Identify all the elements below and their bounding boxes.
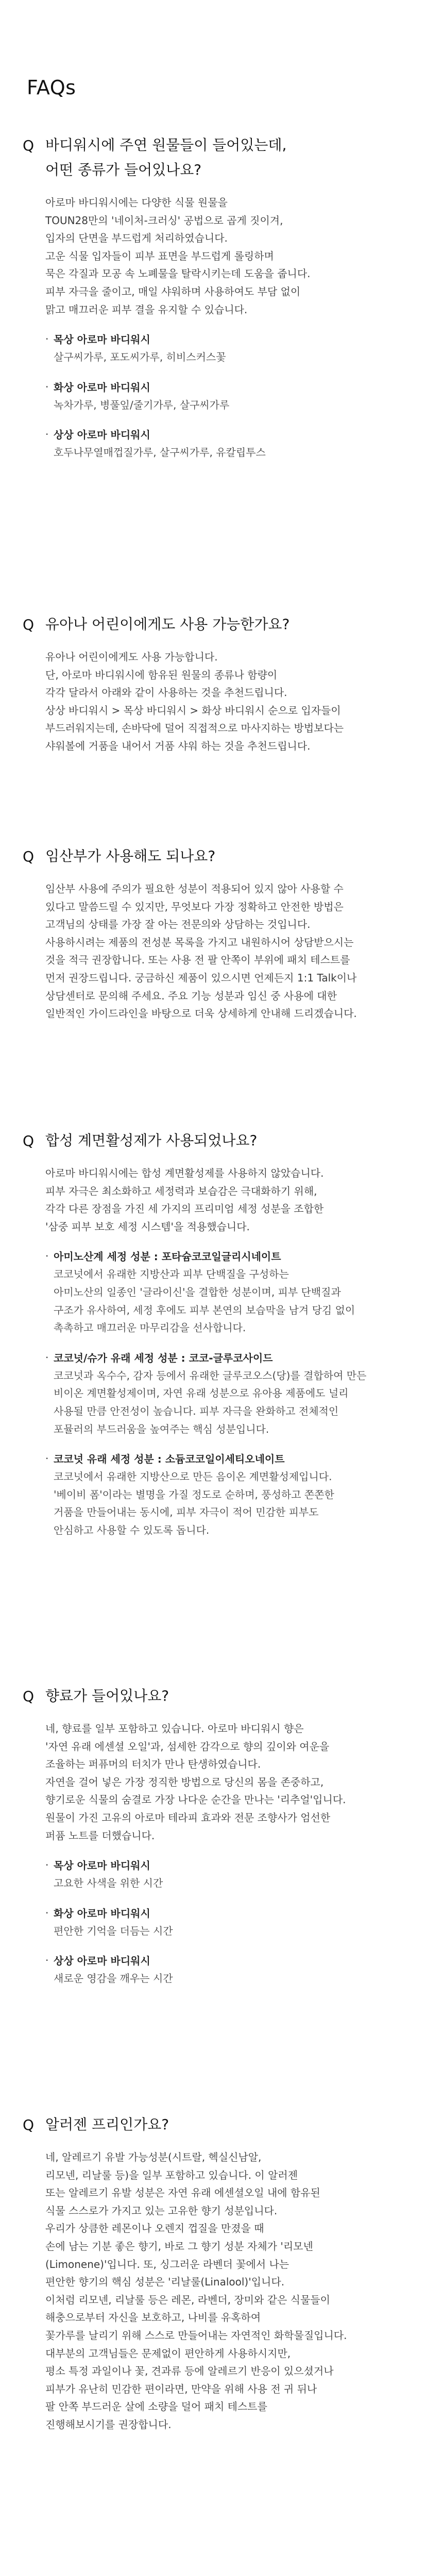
faq-question[interactable] (0, 133, 443, 182)
faq-answer (45, 880, 406, 1023)
bullet-icon: · (45, 1859, 49, 1872)
faq-item-pregnancy (0, 844, 443, 1023)
answer-line: '자연 유래 에센셜 오일'과, 섬세한 감각으로 향의 깊이와 여운을 (45, 1740, 330, 1753)
answer-line: 먼저 권장드립니다. 궁금하신 제품이 있으시면 언제든지 1:1 Talk이나 (45, 971, 357, 984)
product-name: 상상 아로마 바디워시 (54, 429, 150, 442)
answer-line: 묵은 각질과 모공 속 노폐물을 탈락시키는데 도움을 줍니다. (45, 267, 311, 280)
ingredient-detail: '베이비 폼'이라는 별명을 가질 정도로 순하며, 풍성하고 쫀쫀한 (54, 1488, 334, 1501)
answer-line: 샤워볼에 거품을 내어서 거품 샤워 하는 것을 추천드립니다. (45, 739, 311, 752)
faq-item-surfactant (0, 1128, 443, 1539)
ingredient-detail: 코코넛에서 유래한 지방산으로 만든 음이온 계면활성제입니다. (54, 1470, 332, 1483)
question-mark-icon: Q (23, 1132, 35, 1149)
bullet-icon: · (45, 1351, 49, 1364)
answer-line: 사용하시려는 제품의 전성분 목록을 가지고 내원하시어 상담받으시는 (45, 936, 354, 948)
answer-line: 네, 향료를 일부 포함하고 있습니다. 아로마 바디워시 향은 (45, 1722, 304, 1735)
product-name: 목상 아로마 바디워시 (54, 1859, 150, 1872)
answer-line: 해충으로부터 자신을 보호하고, 나비를 유혹하여 (45, 2311, 261, 2324)
bullet-icon: · (45, 380, 49, 393)
answer-line: 각각 달라서 아래와 같이 사용하는 것을 추천드립니다. (45, 686, 287, 699)
answer-line: 또는 알레르기 유발 성분은 자연 유래 에센셜오일 내에 함유된 (45, 2187, 320, 2199)
ingredient-detail: 아미노산의 일종인 '글라이신'을 결합한 성분이며, 피부 단백질과 (54, 1285, 341, 1298)
faq-answer (45, 1720, 406, 1988)
ingredient-name: 아미노산계 세정 성분 : 포타슘코코일글리시네이트 (54, 1250, 281, 1263)
bullet-icon: · (45, 333, 49, 346)
answer-line: 아로마 바디워시에는 합성 계면활성제를 사용하지 않았습니다. (45, 1167, 324, 1179)
faq-question[interactable] (0, 844, 443, 869)
answer-line: 아로마 바디워시에는 다양한 식물 원물을 (45, 196, 228, 209)
bullet-icon: · (45, 1906, 49, 1919)
ingredient-detail: 코코넛과 옥수수, 감자 등에서 유래한 글루코오스(당)를 결합하여 만든 (54, 1369, 367, 1382)
answer-line: (Limonene)'입니다. 또, 싱그러운 라벤더 꽃에서 나는 (45, 2258, 289, 2270)
product-detail: 편안한 기억을 더듬는 시간 (54, 1924, 173, 1937)
answer-line: 유아나 어린이에게도 사용 가능합니다. (45, 651, 218, 663)
ingredient-detail: 거품을 만들어내는 동시에, 피부 자극이 적어 민감한 피부도 (54, 1506, 319, 1519)
product-detail: 고요한 사색을 위한 시간 (54, 1877, 163, 1890)
bullet-icon: · (45, 1250, 49, 1263)
answer-line: 네, 알레르기 유발 가능성분(시트랄, 헥실신남알, (45, 2151, 262, 2163)
faq-item-allergen (0, 2112, 443, 2434)
ingredient-name: 코코넛 유래 세정 성분 : 소듐코코일이세티오네이트 (54, 1453, 285, 1466)
answer-line: 평소 특정 과일이나 꽃, 견과류 등에 알레르기 반응이 있으셨거나 (45, 2365, 334, 2378)
answer-line: 각각 다른 장점을 가진 세 가지의 프리미엄 세정 성분을 조합한 (45, 1202, 324, 1215)
answer-line: 우리가 상큼한 레몬이나 오렌지 껍질을 만졌을 때 (45, 2222, 264, 2235)
product-name: 화상 아로마 바디워시 (54, 381, 150, 394)
page-title: FAQs (27, 76, 76, 99)
answer-line: 단, 아로마 바디워시에 함유된 원물의 종류나 함량이 (45, 668, 278, 681)
product-item (45, 426, 406, 462)
answer-line: 꽃가루를 날리기 위해 스스로 만들어내는 자연적인 화학물질입니다. (45, 2329, 347, 2342)
answer-line: 이처럼 리모넨, 리날룰 등은 레몬, 라벤더, 장미와 같은 식물들이 (45, 2293, 330, 2306)
ingredient-detail: 안심하고 사용할 수 있도록 돕니다. (54, 1523, 210, 1536)
answer-line: 것을 적극 권장합니다. 또는 사용 전 팔 안쪽이 부위에 패치 테스트를 (45, 954, 350, 967)
question-line: 바디워시에 주연 원물들이 들어있는데, (45, 137, 287, 154)
ingredient-item (45, 1248, 406, 1336)
question-mark-icon: Q (23, 616, 35, 633)
product-item (45, 331, 406, 366)
ingredient-item (45, 1450, 406, 1539)
product-name: 목상 아로마 바디워시 (54, 333, 150, 346)
faq-item-ingredients (0, 133, 443, 462)
faq-item-children (0, 612, 443, 755)
ingredient-detail: 사용될 만큼 안전성이 높습니다. 피부 자극을 완화하고 전체적인 (54, 1404, 339, 1417)
answer-line: 팔 안쪽 부드러운 살에 소량을 덜어 패치 테스트를 (45, 2400, 267, 2413)
faq-answer (45, 2148, 406, 2434)
answer-line: 리모넨, 리날룰 등)을 일부 포함하고 있습니다. 이 알러젠 (45, 2168, 298, 2181)
faq-answer (45, 1164, 406, 1539)
answer-line: 피부 자극을 줄이고, 매일 샤워하며 사용하여도 부담 없이 (45, 285, 301, 298)
answer-line: 자연을 걸어 넣은 가장 정직한 방법으로 당신의 몸을 존중하고, (45, 1775, 324, 1788)
question-line: 알러젠 프리인가요? (45, 2116, 169, 2133)
answer-line: 향기로운 식물의 숨결로 가장 나다운 순간을 만나는 '리추얼'입니다. (45, 1793, 346, 1806)
ingredient-item (45, 1349, 406, 1438)
question-mark-icon: Q (23, 848, 35, 865)
question-mark-icon: Q (23, 2116, 35, 2133)
answer-line: 진행해보시기를 권장합니다. (45, 2418, 172, 2431)
answer-line: 임산부 사용에 주의가 필요한 성분이 적용되어 있지 않아 사용할 수 (45, 883, 344, 895)
faq-question[interactable] (0, 612, 443, 637)
bullet-icon: · (45, 428, 49, 441)
product-item (45, 1857, 406, 1892)
answer-line: 원물이 가진 고유의 아로마 테라피 효과와 전문 조향사가 엄선한 (45, 1811, 331, 1824)
product-detail: 녹차가루, 병풀잎/줄기가루, 살구씨가루 (54, 398, 230, 411)
faq-item-fragrance (0, 1684, 443, 1988)
answer-line: 있다고 말씀드릴 수 있지만, 무엇보다 가장 정확하고 안전한 방법은 (45, 900, 344, 913)
answer-line: 피부 자극은 최소화하고 세정력과 보습감은 극대화하기 위해, (45, 1184, 317, 1197)
product-name: 화상 아로마 바디워시 (54, 1907, 150, 1920)
product-detail: 새로운 영감을 깨우는 시간 (54, 1972, 173, 1985)
ingredient-name: 코코넛/슈가 유래 세정 성분 : 코코-글루코사이드 (54, 1351, 273, 1364)
faq-answer (45, 648, 406, 755)
faq-answer (45, 194, 406, 462)
answer-line: 식물 스스로가 가지고 있는 고유한 향기 성분입니다. (45, 2204, 278, 2217)
product-detail: 호두나무열매껍질가루, 살구씨가루, 유칼립투스 (54, 446, 266, 459)
answer-line: 일반적인 가이드라인을 바탕으로 더욱 상세하게 안내해 드리겠습니다. (45, 1007, 357, 1020)
bullet-icon: · (45, 1954, 49, 1967)
product-item (45, 1952, 406, 1988)
answer-line: 고운 식물 입자들이 피부 표면을 부드럽게 롤링하며 (45, 249, 274, 262)
answer-line: 맑고 매끄러운 피부 결을 유지할 수 있습니다. (45, 303, 248, 316)
question-mark-icon: Q (23, 1688, 35, 1705)
ingredient-detail: 포뮬러의 부드러움을 높여주는 핵심 성분입니다. (54, 1422, 269, 1435)
answer-line: 고객님의 상태를 가장 잘 아는 전문의와 상담하는 것입니다. (45, 918, 311, 931)
answer-line: 손에 남는 기분 좋은 향기, 바로 그 향기 성분 자체가 '리모넨 (45, 2240, 313, 2252)
question-line: 임산부가 사용해도 되나요? (45, 848, 216, 865)
product-item (45, 379, 406, 414)
ingredient-detail: 구조가 유사하여, 세정 후에도 피부 본연의 보습막을 남겨 당김 없이 (54, 1303, 355, 1316)
answer-line: 부드러워지는데, 손바닥에 덜어 직접적으로 마사지하는 방법보다는 (45, 722, 344, 735)
question-mark-icon: Q (23, 137, 35, 154)
ingredient-detail: 코코넛에서 유래한 지방산과 피부 단백질을 구성하는 (54, 1268, 289, 1281)
answer-line: TOUN28만의 '네이처-크러싱' 공법으로 곱게 짓이겨, (45, 214, 283, 227)
answer-line: 피부가 유난히 민감한 편이라면, 만약을 위해 사용 전 귀 뒤나 (45, 2382, 317, 2395)
question-line: 어떤 종류가 들어있나요? (45, 161, 202, 178)
answer-line: 퍼퓸 노트를 더했습니다. (45, 1829, 155, 1842)
answer-line: 조율하는 퍼퓨머의 터치가 만나 탄생하였습니다. (45, 1758, 261, 1771)
answer-line: '삼중 피부 보호 세정 시스템'을 적용했습니다. (45, 1220, 250, 1233)
ingredient-detail: 촉촉하고 매끄러운 마무리감을 선사합니다. (54, 1321, 246, 1334)
answer-line: 상담센터로 문의해 주세요. 주요 기능 성분과 임신 중 사용에 대한 (45, 989, 337, 1002)
faq-question[interactable] (0, 1128, 443, 1153)
faq-question[interactable] (0, 1684, 443, 1708)
question-line: 합성 계면활성제가 사용되었나요? (45, 1132, 258, 1149)
question-line: 유아나 어린이에게도 사용 가능한가요? (45, 616, 290, 633)
ingredient-detail: 비이온 계면활성제이며, 자연 유래 성분으로 유아용 제품에도 널리 (54, 1387, 349, 1400)
answer-line: 대부분의 고객님들은 문제없이 편안하게 사용하시지만, (45, 2347, 291, 2360)
product-name: 상상 아로마 바디워시 (54, 1955, 150, 1968)
faq-question[interactable] (0, 2112, 443, 2137)
answer-line: 입자의 단면을 부드럽게 처리하였습니다. (45, 232, 228, 245)
answer-line: 편안한 향기의 핵심 성분은 '리날룰(Linalool)'입니다. (45, 2276, 285, 2289)
product-item (45, 1905, 406, 1940)
answer-line: 상상 바디워시 > 목상 바디워시 > 화상 바디워시 순으로 입자들이 (45, 704, 341, 717)
question-line: 향료가 들어있나요? (45, 1687, 169, 1704)
product-detail: 살구씨가루, 포도씨가루, 히비스커스꽃 (54, 351, 226, 364)
bullet-icon: · (45, 1452, 49, 1465)
